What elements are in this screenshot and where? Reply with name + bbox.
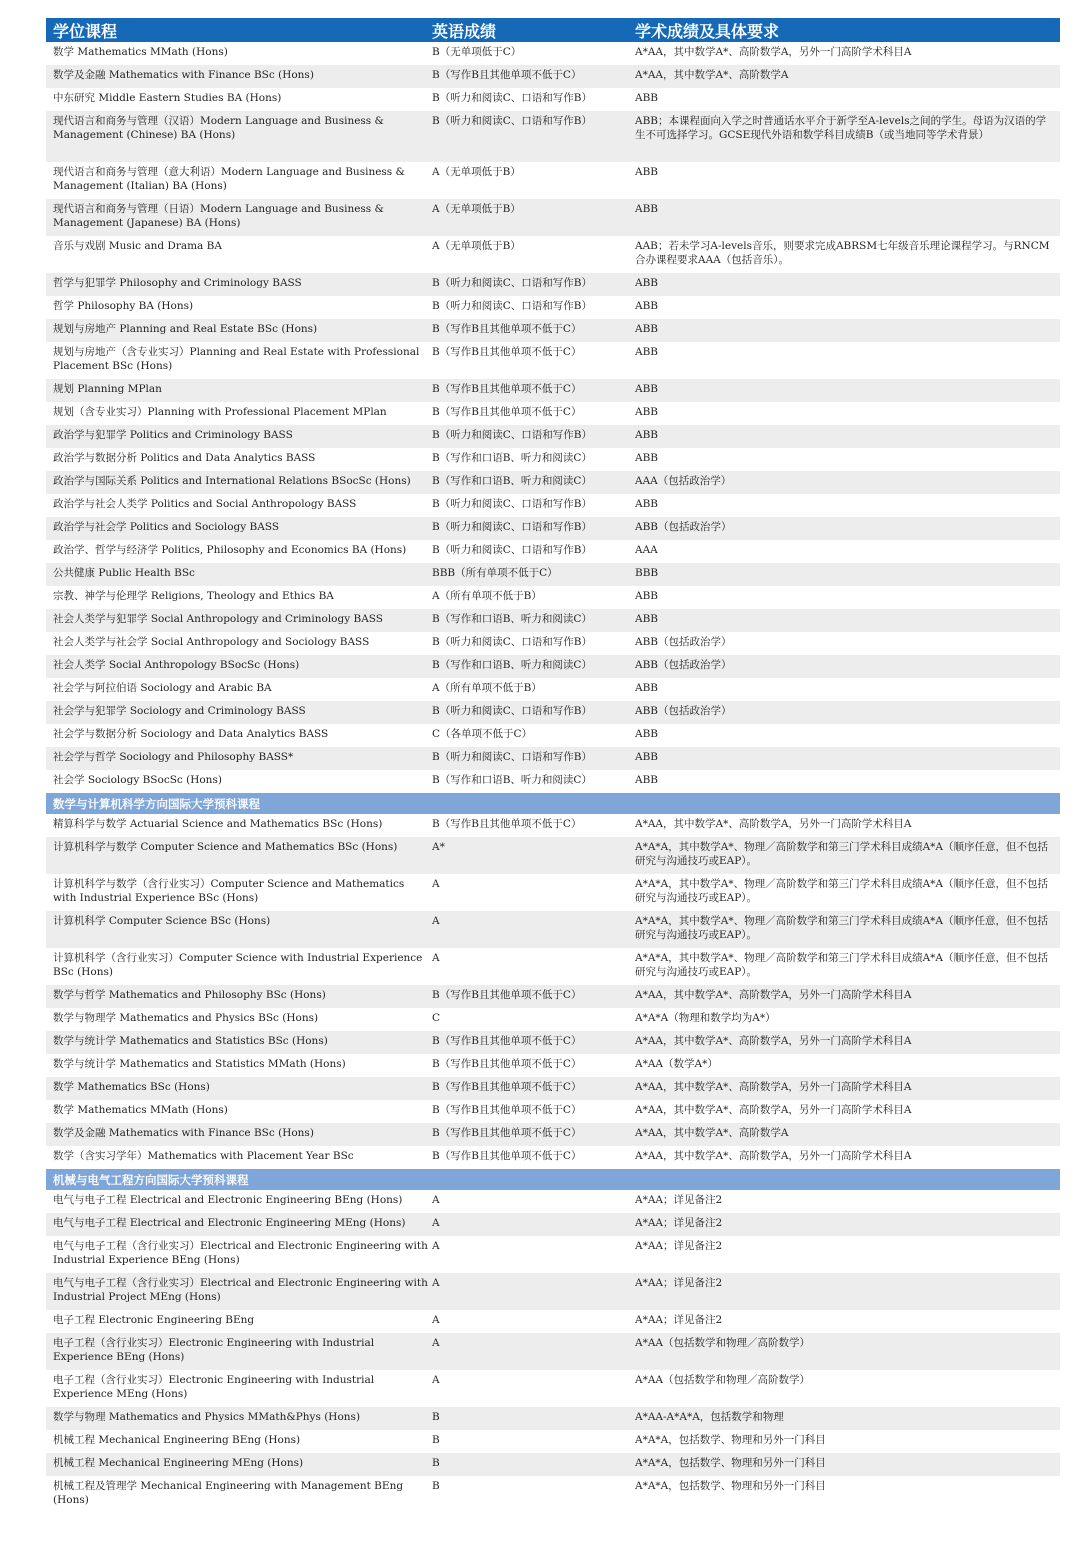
table-row xyxy=(46,65,1060,88)
academic-requirement-cell: ABB xyxy=(635,613,659,625)
english-score-cell: B（写作B且其他单项不低于C） xyxy=(432,1058,582,1070)
academic-requirement-cell: ABB xyxy=(635,774,659,786)
course-name-cell: 数学与统计学 Mathematics and Statistics MMath (Hons) xyxy=(53,1058,346,1070)
course-name-cell: 政治学、哲学与经济学 Politics, Philosophy and Economics BA (Hons) xyxy=(53,544,407,556)
course-name-cell: 电子工程（含行业实习）Electronic Engineering with Industrial Experience MEng (Hons) xyxy=(53,1374,375,1400)
academic-requirement-cell: AAB；若未学习A-levels音乐，则要求完成ABRSM七年级音乐理论课程学习。与RNCM合办课程要求AAA（包括音乐）。 xyxy=(635,240,1050,266)
course-name-cell: 数学与统计学 Mathematics and Statistics BSc (Hons) xyxy=(53,1035,328,1047)
english-score-cell: B xyxy=(432,1434,440,1446)
course-name-cell: 计算机科学 Computer Science BSc (Hons) xyxy=(53,915,271,927)
course-name-cell: 数学与物理 Mathematics and Physics MMath&Phys (Hons) xyxy=(53,1411,361,1423)
academic-requirement-cell: BBB xyxy=(635,567,659,579)
course-name-cell: 政治学与社会学 Politics and Sociology BASS xyxy=(53,521,280,533)
course-name-cell: 中东研究 Middle Eastern Studies BA (Hons) xyxy=(53,92,282,104)
english-score-cell: B（听力和阅读C、口语和写作B） xyxy=(432,277,592,289)
table-row xyxy=(46,874,1060,911)
header-degree-course: 学位课程 xyxy=(53,21,118,41)
table-row xyxy=(46,563,1060,586)
academic-requirement-cell: A*A*A，包括数学、物理和另外一门科目 xyxy=(635,1457,826,1469)
english-score-cell: B（听力和阅读C、口语和写作B） xyxy=(432,92,592,104)
table-row xyxy=(46,1370,1060,1407)
english-score-cell: B（听力和阅读C、口语和写作B） xyxy=(432,300,592,312)
table-row xyxy=(46,1077,1060,1100)
english-score-cell: A xyxy=(432,1374,440,1386)
course-name-cell: 计算机科学（含行业实习）Computer Science with Industrial Experience BSc (Hons) xyxy=(53,952,423,978)
header-english-score: 英语成绩 xyxy=(432,21,497,41)
academic-requirement-cell: ABB xyxy=(635,728,659,740)
english-score-cell: B（听力和阅读C、口语和写作B） xyxy=(432,751,592,763)
english-score-cell: B（写作B且其他单项不低于C） xyxy=(432,1104,582,1116)
table-row xyxy=(46,236,1060,273)
english-score-cell: B（听力和阅读C、口语和写作B） xyxy=(432,429,592,441)
academic-requirement-cell: A*A*A，其中数学A*、物理／高阶数学和第三门学术科目成绩A*A（顺序任意，但不包括研究与沟通技巧或EAP）。 xyxy=(635,915,1048,941)
academic-requirement-cell: ABB xyxy=(635,682,659,694)
course-name-cell: 规划与房地产（含专业实习）Planning and Real Estate with Professional Placement BSc (Hons) xyxy=(53,346,420,372)
course-name-cell: 现代语言和商务与管理（意大利语）Modern Language and Business & Management (Italian) BA (Hons) xyxy=(53,166,405,192)
course-name-cell: 规划与房地产 Planning and Real Estate BSc (Hons) xyxy=(53,323,318,335)
table-row xyxy=(46,88,1060,111)
course-name-cell: 电子工程（含行业实习）Electronic Engineering with Industrial Experience BEng (Hons) xyxy=(53,1337,375,1363)
academic-requirement-cell: A*AA，其中数学A*、高阶数学A xyxy=(635,69,789,81)
table-row xyxy=(46,1031,1060,1054)
course-name-cell: 社会学与数据分析 Sociology and Data Analytics BASS xyxy=(53,728,329,740)
course-name-cell: 现代语言和商务与管理（日语）Modern Language and Business & Management (Japanese) BA (Hons) xyxy=(53,203,384,229)
table-row xyxy=(46,1008,1060,1031)
academic-requirement-cell: ABB xyxy=(635,92,659,104)
english-score-cell: B（听力和阅读C、口语和写作B） xyxy=(432,498,592,510)
table-header xyxy=(46,18,1060,42)
table-row xyxy=(46,296,1060,319)
academic-requirement-cell: A*AA（数学A*） xyxy=(635,1058,718,1070)
course-name-cell: 数学及金融 Mathematics with Finance BSc (Hons) xyxy=(53,1127,314,1139)
table-row xyxy=(46,1146,1060,1169)
english-score-cell: B（无单项低于C） xyxy=(432,46,522,58)
english-score-cell: B（写作B且其他单项不低于C） xyxy=(432,989,582,1001)
course-name-cell: 电气与电子工程 Electrical and Electronic Engineering BEng (Hons) xyxy=(53,1194,403,1206)
english-score-cell: A xyxy=(432,1194,440,1206)
table-row xyxy=(46,1123,1060,1146)
table-row xyxy=(46,724,1060,747)
course-name-cell: 计算机科学与数学 Computer Science and Mathematics BSc (Hons) xyxy=(53,841,398,853)
english-score-cell: A（所有单项不低于B） xyxy=(432,590,542,602)
english-score-cell: B xyxy=(432,1411,440,1423)
english-score-cell: A* xyxy=(432,841,445,853)
english-score-cell: A xyxy=(432,1337,440,1349)
course-name-cell: 数学（含实习学年）Mathematics with Placement Year BSc xyxy=(53,1150,354,1162)
course-name-cell: 社会学与阿拉伯语 Sociology and Arabic BA xyxy=(53,682,272,694)
table-row xyxy=(46,199,1060,236)
table-row xyxy=(46,517,1060,540)
english-score-cell: B（写作B且其他单项不低于C） xyxy=(432,1127,582,1139)
course-name-cell: 精算科学与数学 Actuarial Science and Mathematics BSc (Hons) xyxy=(53,818,383,830)
english-score-cell: C（各单项不低于C） xyxy=(432,728,533,740)
academic-requirement-cell: ABB xyxy=(635,323,659,335)
course-name-cell: 数学 Mathematics MMath (Hons) xyxy=(53,1104,228,1116)
course-name-cell: 哲学 Philosophy BA (Hons) xyxy=(53,300,194,312)
course-name-cell: 社会人类学 Social Anthropology BSocSc (Hons) xyxy=(53,659,300,671)
english-score-cell: A xyxy=(432,1314,440,1326)
course-name-cell: 数学与哲学 Mathematics and Philosophy BSc (Hons) xyxy=(53,989,326,1001)
academic-requirement-cell: ABB（包括政治学） xyxy=(635,521,732,533)
course-name-cell: 社会学 Sociology BSocSc (Hons) xyxy=(53,774,222,786)
academic-requirement-cell: A*A*A（物理和数学均为A*） xyxy=(635,1012,776,1024)
course-name-cell: 哲学与犯罪学 Philosophy and Criminology BASS xyxy=(53,277,302,289)
course-name-cell: 公共健康 Public Health BSc xyxy=(53,567,195,579)
table-row xyxy=(46,471,1060,494)
academic-requirement-cell: ABB xyxy=(635,277,659,289)
english-score-cell: A（无单项低于B） xyxy=(432,240,521,252)
english-score-cell: B（写作B且其他单项不低于C） xyxy=(432,406,582,418)
academic-requirement-cell: A*AA（包括数学和物理／高阶数学） xyxy=(635,1337,810,1349)
table-row xyxy=(46,985,1060,1008)
english-score-cell: B（写作和口语B、听力和阅读C） xyxy=(432,613,592,625)
table-row xyxy=(46,655,1060,678)
course-name-cell: 数学及金融 Mathematics with Finance BSc (Hons) xyxy=(53,69,314,81)
academic-requirement-cell: A*AA，其中数学A*、高阶数学A，另外一门高阶学术科目A xyxy=(635,1104,912,1116)
course-name-cell: 机械工程 Mechanical Engineering BEng (Hons) xyxy=(53,1434,301,1446)
academic-requirement-cell: ABB xyxy=(635,452,659,464)
academic-requirement-cell: A*AA；详见备注2 xyxy=(635,1194,723,1206)
course-name-cell: 规划（含专业实习）Planning with Professional Placement MPlan xyxy=(53,406,387,418)
course-name-cell: 社会人类学与犯罪学 Social Anthropology and Criminology BASS xyxy=(53,613,383,625)
academic-requirement-cell: A*A*A，包括数学、物理和另外一门科目 xyxy=(635,1480,826,1492)
table-row xyxy=(46,425,1060,448)
course-name-cell: 电子工程 Electronic Engineering BEng xyxy=(53,1314,255,1326)
academic-requirement-cell: A*AA，其中数学A*、高阶数学A，另外一门高阶学术科目A xyxy=(635,1081,912,1093)
course-name-cell: 宗教、神学与伦理学 Religions, Theology and Ethics BA xyxy=(53,590,334,602)
academic-requirement-cell: ABB（包括政治学） xyxy=(635,659,732,671)
table-row xyxy=(46,1054,1060,1077)
academic-requirement-cell: A*AA，其中数学A*、高阶数学A，另外一门高阶学术科目A xyxy=(635,989,912,1001)
english-score-cell: B（写作B且其他单项不低于C） xyxy=(432,818,582,830)
course-name-cell: 政治学与犯罪学 Politics and Criminology BASS xyxy=(53,429,293,441)
academic-requirement-cell: ABB；本课程面向入学之时普通话水平介于新学至A-levels之间的学生。母语为汉语的学生不可选择学习。GCSE现代外语和数学科目成绩B（或当地同等学术背景） xyxy=(635,115,1047,141)
section-title: 机械与电气工程方向国际大学预科课程 xyxy=(46,1169,1060,1190)
academic-requirement-cell: ABB xyxy=(635,166,659,178)
table-row xyxy=(46,1310,1060,1333)
english-score-cell: A xyxy=(432,878,440,890)
table-row xyxy=(46,162,1060,199)
academic-requirement-cell: A*AA，其中数学A*、高阶数学A，另外一门高阶学术科目A xyxy=(635,46,912,58)
table-row xyxy=(46,1430,1060,1453)
table-row xyxy=(46,678,1060,701)
table-row xyxy=(46,747,1060,770)
table-row xyxy=(46,448,1060,471)
academic-requirement-cell: A*AA，其中数学A*、高阶数学A，另外一门高阶学术科目A xyxy=(635,1150,912,1162)
table-row xyxy=(46,1190,1060,1213)
english-score-cell: A xyxy=(432,1217,440,1229)
table-row xyxy=(46,379,1060,402)
table-row xyxy=(46,1100,1060,1123)
course-name-cell: 规划 Planning MPlan xyxy=(53,383,162,395)
course-name-cell: 政治学与社会人类学 Politics and Social Anthropology BASS xyxy=(53,498,357,510)
table-row xyxy=(46,1476,1060,1513)
academic-requirement-cell: ABB xyxy=(635,406,659,418)
english-score-cell: B（写作B且其他单项不低于C） xyxy=(432,323,582,335)
table-row xyxy=(46,837,1060,874)
table-row xyxy=(46,402,1060,425)
course-name-cell: 数学 Mathematics BSc (Hons) xyxy=(53,1081,210,1093)
course-name-cell: 机械工程及管理学 Mechanical Engineering with Management BEng (Hons) xyxy=(53,1480,404,1506)
academic-requirement-cell: AAA xyxy=(635,544,658,556)
course-name-cell: 现代语言和商务与管理（汉语）Modern Language and Business & Management (Chinese) BA (Hons) xyxy=(53,115,384,141)
table-row xyxy=(46,701,1060,724)
english-score-cell: B（写作和口语B、听力和阅读C） xyxy=(432,659,592,671)
course-name-cell: 数学与物理学 Mathematics and Physics BSc (Hons) xyxy=(53,1012,319,1024)
table-row xyxy=(46,911,1060,948)
english-score-cell: B（写作B且其他单项不低于C） xyxy=(432,383,582,395)
academic-requirement-cell: A*AA，其中数学A*、高阶数学A，另外一门高阶学术科目A xyxy=(635,818,912,830)
english-score-cell: B（听力和阅读C、口语和写作B） xyxy=(432,115,592,127)
academic-requirement-cell: A*AA，其中数学A*、高阶数学A，另外一门高阶学术科目A xyxy=(635,1035,912,1047)
english-score-cell: C xyxy=(432,1012,441,1024)
academic-requirement-cell: ABB xyxy=(635,498,659,510)
course-name-cell: 社会人类学与社会学 Social Anthropology and Sociology BASS xyxy=(53,636,370,648)
english-score-cell: B（写作B且其他单项不低于C） xyxy=(432,1081,582,1093)
table-row xyxy=(46,342,1060,379)
academic-requirement-cell: A*AA；详见备注2 xyxy=(635,1240,723,1252)
english-score-cell: A（无单项低于B） xyxy=(432,203,521,215)
table-body xyxy=(46,42,1060,1513)
academic-requirement-cell: ABB xyxy=(635,203,659,215)
table-row xyxy=(46,1407,1060,1430)
academic-requirement-cell: ABB（包括政治学） xyxy=(635,636,732,648)
table-row xyxy=(46,494,1060,517)
course-requirements-table xyxy=(46,18,1060,1513)
course-name-cell: 计算机科学与数学（含行业实习）Computer Science and Mathematics with Industrial Experience BSc (Hons) xyxy=(53,878,405,904)
course-name-cell: 政治学与数据分析 Politics and Data Analytics BASS xyxy=(53,452,316,464)
english-score-cell: A xyxy=(432,915,440,927)
course-name-cell: 电气与电子工程 Electrical and Electronic Engineering MEng (Hons) xyxy=(53,1217,406,1229)
table-row xyxy=(46,814,1060,837)
table-row xyxy=(46,1213,1060,1236)
english-score-cell: B（听力和阅读C、口语和写作B） xyxy=(432,636,592,648)
table-row xyxy=(46,586,1060,609)
academic-requirement-cell: A*AA；详见备注2 xyxy=(635,1217,723,1229)
academic-requirement-cell: A*AA；详见备注2 xyxy=(635,1314,723,1326)
academic-requirement-cell: A*AA，其中数学A*、高阶数学A xyxy=(635,1127,789,1139)
english-score-cell: A xyxy=(432,1277,440,1289)
academic-requirement-cell: ABB xyxy=(635,590,659,602)
academic-requirement-cell: ABB（包括政治学） xyxy=(635,705,732,717)
table-row xyxy=(46,1236,1060,1273)
academic-requirement-cell: ABB xyxy=(635,751,659,763)
english-score-cell: B xyxy=(432,1480,440,1492)
academic-requirement-cell: AAA（包括政治学） xyxy=(635,475,732,487)
english-score-cell: B（写作B且其他单项不低于C） xyxy=(432,69,582,81)
academic-requirement-cell: ABB xyxy=(635,429,659,441)
course-name-cell: 政治学与国际关系 Politics and International Relations BSocSc (Hons) xyxy=(53,475,411,487)
english-score-cell: B（写作和口语B、听力和阅读C） xyxy=(432,452,592,464)
academic-requirement-cell: A*A*A，其中数学A*、物理／高阶数学和第三门学术科目成绩A*A（顺序任意，但不包括研究与沟通技巧或EAP）。 xyxy=(635,841,1048,867)
course-name-cell: 社会学与哲学 Sociology and Philosophy BASS* xyxy=(53,751,294,763)
english-score-cell: B（听力和阅读C、口语和写作B） xyxy=(432,705,592,717)
english-score-cell: A（无单项低于B） xyxy=(432,166,521,178)
table-row xyxy=(46,770,1060,793)
course-name-cell: 机械工程 Mechanical Engineering MEng (Hons) xyxy=(53,1457,304,1469)
table-row xyxy=(46,632,1060,655)
header-academic-requirements: 学术成绩及具体要求 xyxy=(635,21,780,41)
table-row xyxy=(46,111,1060,162)
english-score-cell: B（写作和口语B、听力和阅读C） xyxy=(432,475,592,487)
academic-requirement-cell: A*AA；详见备注2 xyxy=(635,1277,723,1289)
academic-requirement-cell: ABB xyxy=(635,346,659,358)
academic-requirement-cell: A*A*A，包括数学、物理和另外一门科目 xyxy=(635,1434,826,1446)
table-row xyxy=(46,1333,1060,1370)
table-row xyxy=(46,273,1060,296)
table-row xyxy=(46,609,1060,632)
table-row xyxy=(46,540,1060,563)
table-row xyxy=(46,42,1060,65)
english-score-cell: A（所有单项不低于B） xyxy=(432,682,542,694)
table-row xyxy=(46,1273,1060,1310)
academic-requirement-cell: ABB xyxy=(635,300,659,312)
english-score-cell: A xyxy=(432,1240,440,1252)
academic-requirement-cell: A*A*A，其中数学A*、物理／高阶数学和第三门学术科目成绩A*A（顺序任意，但不包括研究与沟通技巧或EAP）。 xyxy=(635,952,1048,978)
course-name-cell: 电气与电子工程（含行业实习）Electrical and Electronic Engineering with Industrial Project MEng (Hons) xyxy=(53,1277,428,1303)
course-name-cell: 音乐与戏剧 Music and Drama BA xyxy=(53,240,222,252)
english-score-cell: A xyxy=(432,952,440,964)
course-name-cell: 社会学与犯罪学 Sociology and Criminology BASS xyxy=(53,705,306,717)
english-score-cell: B（听力和阅读C、口语和写作B） xyxy=(432,521,592,533)
academic-requirement-cell: A*AA（包括数学和物理／高阶数学） xyxy=(635,1374,810,1386)
english-score-cell: B xyxy=(432,1457,440,1469)
english-score-cell: B（写作和口语B、听力和阅读C） xyxy=(432,774,592,786)
english-score-cell: B（写作B且其他单项不低于C） xyxy=(432,1150,582,1162)
table-row xyxy=(46,319,1060,342)
english-score-cell: B（听力和阅读C、口语和写作B） xyxy=(432,544,592,556)
course-name-cell: 电气与电子工程（含行业实习）Electrical and Electronic Engineering with Industrial Experience BEng (Hons) xyxy=(53,1240,428,1266)
english-score-cell: B（写作B且其他单项不低于C） xyxy=(432,346,582,358)
english-score-cell: B（写作B且其他单项不低于C） xyxy=(432,1035,582,1047)
table-row xyxy=(46,948,1060,985)
academic-requirement-cell: A*AA-A*A*A，包括数学和物理 xyxy=(635,1411,784,1423)
section-title: 数学与计算机科学方向国际大学预科课程 xyxy=(46,793,1060,814)
english-score-cell: BBB（所有单项不低于C） xyxy=(432,567,558,579)
academic-requirement-cell: ABB xyxy=(635,383,659,395)
academic-requirement-cell: A*A*A，其中数学A*、物理／高阶数学和第三门学术科目成绩A*A（顺序任意，但不包括研究与沟通技巧或EAP）。 xyxy=(635,878,1048,904)
table-row xyxy=(46,1453,1060,1476)
course-name-cell: 数学 Mathematics MMath (Hons) xyxy=(53,46,228,58)
